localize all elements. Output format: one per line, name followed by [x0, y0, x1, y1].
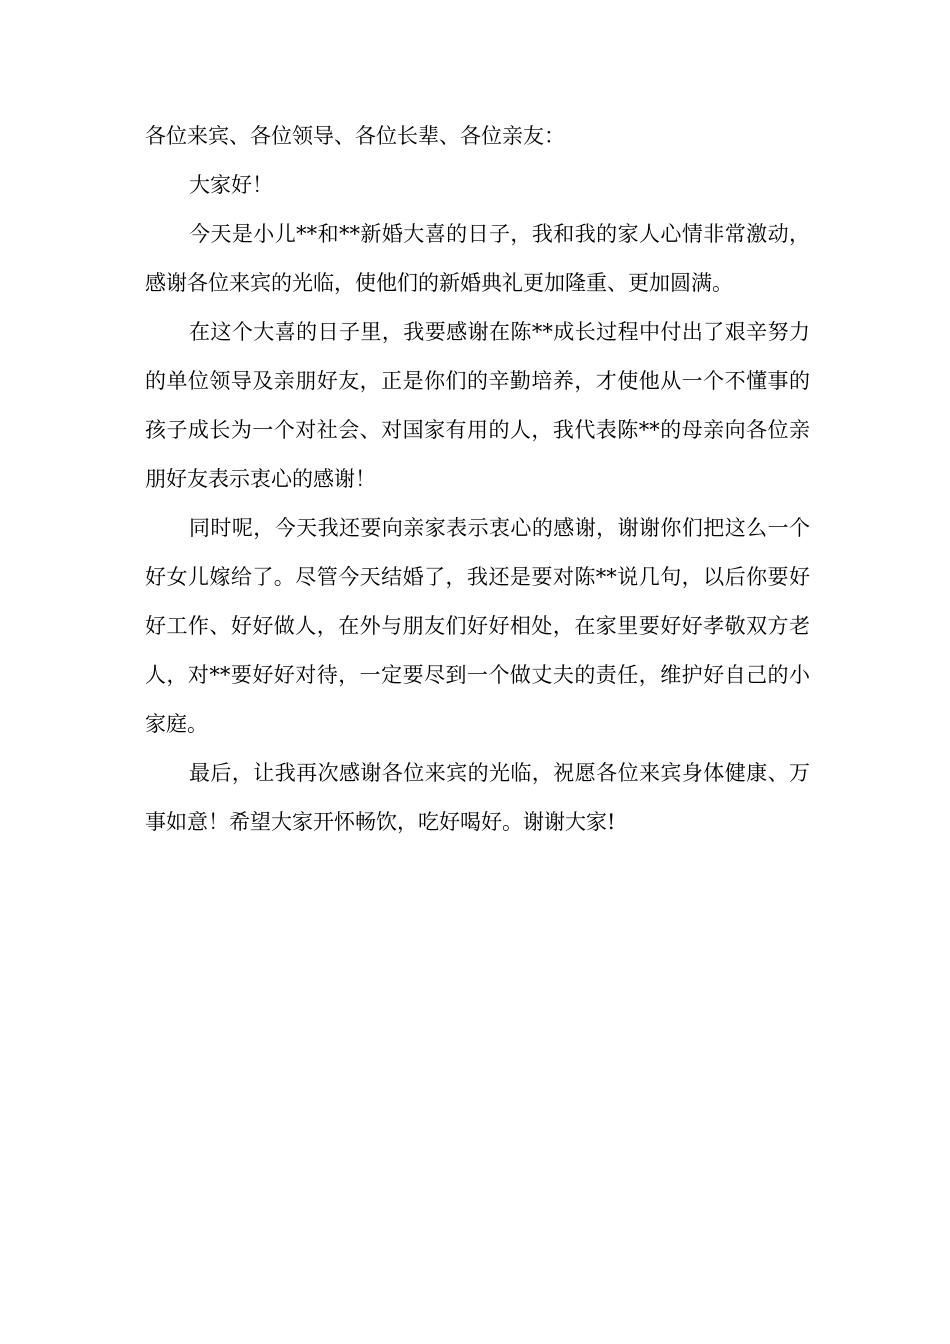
paragraph-thanks-in-laws: 同时呢，今天我还要向亲家表示衷心的感谢，谢谢你们把这么一个好女儿嫁给了。尽管今天结婚了，我还是要对陈**说几句，以后你要好好工作、好好做人，在外与朋友们好好相处，在家里要好好孝敬双方老人，对**要好好对待，一定要尽到一个做丈夫的责任，维护好自己的小家庭。	[145, 516, 810, 736]
paragraph-wedding-day: 今天是小儿**和**新婚大喜的日子，我和我的家人心情非常激动，感谢各位来宾的光临，使他们的新婚典礼更加隆重、更加圆满。	[145, 222, 810, 295]
paragraph-greeting: 大家好！	[189, 173, 273, 197]
paragraph-thanks-mentors: 在这个大喜的日子里，我要感谢在陈**成长过程中付出了艰辛努力的单位领导及亲朋好友，正是你们的辛勤培养，才使他从一个不懂事的孩子成长为一个对社会、对国家有用的人，我代表陈**的母亲向各位亲朋好友表示衷心的感谢！	[145, 320, 810, 491]
document-body	[145, 112, 810, 847]
salutation: 各位来宾、各位领导、各位长辈、各位亲友：	[145, 124, 565, 148]
paragraph-closing: 最后，让我再次感谢各位来宾的光临，祝愿各位来宾身体健康、万事如意！希望大家开怀畅饮，吃好喝好。谢谢大家!	[145, 761, 810, 834]
